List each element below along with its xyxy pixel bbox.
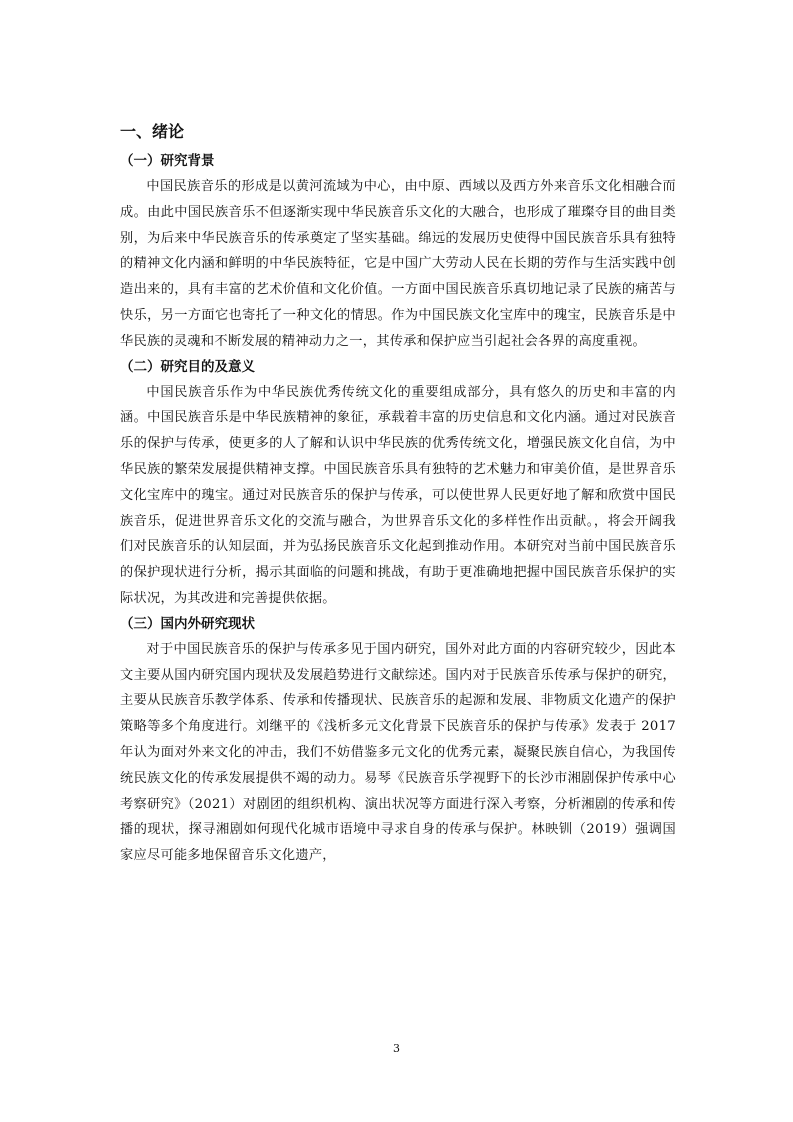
section-paragraph-background: 中国民族音乐的形成是以黄河流域为中心，由中原、西域以及西方外来音乐文化相融合而成。由此中国民族音乐不但逐渐实现中华民族音乐文化的大融合，也形成了璀璨夺目的曲目类别，为后来中华民族音乐的传承奠定了坚实基础。绵远的发展历史使得中国民族音乐具有独特的精神文化内涵和鲜明的中华民族特征，它是中国广大劳动人民在长期的劳作与生活实践中创造出来的，具有丰富的艺术价值和文化价值。一方面中国民族音乐真切地记录了民族的痛苦与快乐，另一方面它也寄托了一种文化的情思。作为中国民族文化宝库中的瑰宝，民族音乐是中华民族的灵魂和不断发展的精神动力之一，其传承和保护应当引起社会各界的高度重视。 [120,179,676,349]
section-heading-background: （一）研究背景 [120,153,215,169]
chapter-title: 一、绪论 [120,122,185,141]
page-number: 3 [393,1042,400,1055]
section-heading-purpose: （二）研究目的及意义 [120,358,255,375]
page-body [120,118,676,869]
section-heading-literature: （三）国内外研究现状 [120,615,255,632]
section-paragraph-purpose: 中国民族音乐作为中华民族优秀传统文化的重要组成部分，具有悠久的历史和丰富的内涵。中国民族音乐是中华民族精神的象征，承载着丰富的历史信息和文化内涵。通过对民族音乐的保护与传承，使更多的人了解和认识中华民族的优秀传统文化，增强民族文化自信，为中华民族的繁荣发展提供精神支撑。中国民族音乐具有独特的艺术魅力和审美价值，是世界音乐文化宝库中的瑰宝。通过对民族音乐的保护与传承，可以使世界人民更好地了解和欣赏中国民族音乐，促进世界音乐文化的交流与融合，为世界音乐文化的多样性作出贡献。，将会开阔我们对民族音乐的认知层面，并为弘扬民族音乐文化起到推动作用。本研究对当前中国民族音乐的保护现状进行分析，揭示其面临的问题和挑战，有助于更准确地把握中国民族音乐保护的实际状况，为其改进和完善提供依据。 [120,384,676,606]
section-paragraph-literature: 对于中国民族音乐的保护与传承多见于国内研究，国外对此方面的内容研究较少，因此本文主要从国内研究国内现状及发展趋势进行文献综述。国内对于民族音乐传承与保护的研究，主要从民族音乐教学体系、传承和传播现状、民族音乐的起源和发展、非物质文化遗产的保护策略等多个角度进行。刘继平的《浅析多元文化背景下民族音乐的保护与传承》发表于 2017 年认为面对外来文化的冲击，我们不妨借鉴多元文化的优秀元素，凝聚民族自信心，为我国传统民族文化的传承发展提供不竭的动力。易琴《民族音乐学视野下的长沙市湘剧保护传承中心考察研究》（2021）对剧团的组织机构、演出状况等方面进行深入考察，分析湘剧的传承和传播的现状，探寻湘剧如何现代化城市语境中寻求自身的传承与保护。林映钏（2019）强调国家应尽可能多地保留音乐文化遗产， [120,641,676,864]
